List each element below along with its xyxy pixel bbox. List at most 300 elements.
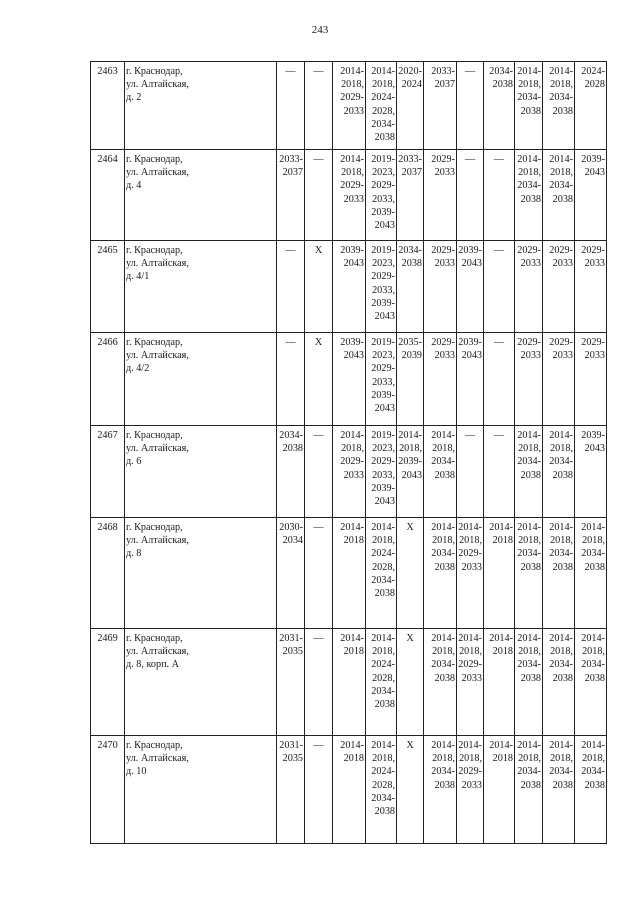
period-line: —	[313, 66, 324, 77]
period-cell	[366, 629, 397, 736]
table-row	[91, 629, 607, 736]
address-line: ул. Алтайская,	[126, 167, 189, 179]
period-cell	[543, 629, 575, 736]
period-line: 2014-	[431, 522, 455, 533]
page-number: 243	[311, 24, 329, 36]
period-line: 2014-	[340, 154, 364, 165]
period-line: 2014-	[458, 740, 482, 751]
period-cell	[277, 629, 305, 736]
period-line: 2039-	[458, 245, 482, 256]
period-line: 2038	[520, 193, 541, 205]
period-line: 2029-	[340, 456, 364, 468]
empty-dash-cell	[305, 150, 333, 241]
period-line: 2029-	[549, 337, 573, 348]
address-line: ул. Алтайская,	[126, 350, 189, 362]
empty-dash-cell	[277, 241, 305, 333]
period-line: 2034-	[398, 245, 422, 256]
period-line: 2029-	[431, 154, 455, 165]
period-line: 2033	[520, 258, 541, 270]
period-cell	[543, 62, 575, 150]
address-line: д. 8	[126, 548, 142, 560]
period-cell	[397, 62, 424, 150]
period-line: 2034-	[549, 456, 573, 468]
period-line: 2043	[343, 258, 364, 270]
period-line: 2039-	[371, 297, 395, 309]
period-line: 2018,	[550, 79, 573, 91]
period-line: 2034-	[581, 766, 605, 778]
period-line: 2034-	[279, 430, 303, 441]
not-applicable-cell	[397, 629, 424, 736]
period-line: 2019-	[371, 337, 395, 348]
empty-dash-cell	[457, 62, 484, 150]
period-cell	[366, 333, 397, 426]
period-line: Х	[406, 740, 414, 751]
period-line: 2029-	[458, 548, 482, 560]
empty-dash-cell	[305, 736, 333, 844]
period-cell	[277, 426, 305, 518]
period-line: Х	[314, 245, 323, 256]
period-line: 2018,	[432, 753, 455, 765]
period-line: 2023,	[372, 258, 395, 270]
period-cell	[515, 629, 543, 736]
period-cell	[333, 736, 366, 844]
empty-dash-cell	[305, 629, 333, 736]
period-cell	[575, 241, 607, 333]
period-cell	[484, 629, 515, 736]
period-line: 2034-	[581, 548, 605, 560]
period-line: 2033-	[431, 66, 455, 77]
period-line: 2034-	[431, 456, 455, 468]
period-line: 2014-	[581, 740, 605, 751]
period-line: 2034-	[549, 92, 573, 104]
period-line: 2014-	[489, 633, 513, 644]
period-line: 2014-	[489, 740, 513, 751]
address-line: г. Краснодар,	[126, 66, 183, 77]
period-line: 2043	[401, 469, 422, 481]
period-line: 2029-	[517, 337, 541, 348]
table-row	[91, 150, 607, 241]
period-cell	[333, 241, 366, 333]
period-line: 2038	[584, 672, 605, 684]
period-line: 2034-	[517, 659, 541, 671]
period-line: 2034-	[371, 574, 395, 586]
period-cell	[424, 62, 457, 150]
period-line: 2024-	[371, 92, 395, 104]
period-cell	[457, 333, 484, 426]
period-line: 2023,	[372, 350, 395, 362]
period-line: 2014-	[431, 740, 455, 751]
period-line: 2018,	[432, 443, 455, 455]
period-line: 2018,	[582, 753, 605, 765]
period-line: 2014-	[549, 154, 573, 165]
period-line: 2018,	[459, 535, 482, 547]
period-line: 2014-	[549, 66, 573, 77]
period-line: 2018,	[550, 753, 573, 765]
period-line: 2018,	[372, 535, 395, 547]
period-line: 2033-	[398, 154, 422, 165]
period-cell	[457, 736, 484, 844]
period-line: 2033,	[372, 193, 395, 205]
period-line: 2034-	[371, 685, 395, 697]
period-line: 2018,	[372, 646, 395, 658]
period-line: 2035	[282, 753, 303, 765]
table-row	[91, 333, 607, 426]
period-line: Х	[406, 522, 414, 533]
period-line: 2043	[374, 403, 395, 415]
period-cell	[515, 518, 543, 629]
period-cell	[575, 62, 607, 150]
period-line: 2014-	[581, 522, 605, 533]
period-line: 2039-	[340, 337, 364, 348]
period-line: 2019-	[371, 430, 395, 441]
period-cell	[515, 736, 543, 844]
period-cell	[397, 333, 424, 426]
table-row	[91, 62, 607, 150]
period-line: 2028	[584, 79, 605, 91]
period-line: 2029-	[371, 456, 395, 468]
period-line: —	[493, 154, 505, 165]
period-line: 2018,	[518, 646, 541, 658]
period-line: 2023,	[372, 443, 395, 455]
period-cell	[515, 150, 543, 241]
address-line: д. 8, корп. А	[126, 659, 179, 671]
period-cell	[543, 426, 575, 518]
period-line: 2037	[401, 167, 422, 179]
period-line: 2033	[584, 350, 605, 362]
period-cell	[366, 241, 397, 333]
empty-dash-cell	[277, 333, 305, 426]
period-line: 2033	[552, 350, 573, 362]
period-line: 2018,	[432, 646, 455, 658]
period-line: 2043	[374, 496, 395, 508]
period-line: 2038	[520, 779, 541, 791]
period-cell	[543, 333, 575, 426]
period-line: 2034-	[431, 766, 455, 778]
period-line: 2038	[401, 258, 422, 270]
period-line: 2014-	[458, 633, 482, 644]
period-line: 2018,	[518, 443, 541, 455]
period-line: 2018,	[550, 167, 573, 179]
period-line: 2033	[520, 350, 541, 362]
row-number: 2465	[91, 241, 125, 333]
period-line: 2043	[374, 311, 395, 323]
period-line: 2029-	[549, 245, 573, 256]
period-line: 2029-	[340, 180, 364, 192]
period-line: 2034-	[431, 659, 455, 671]
period-cell	[543, 518, 575, 629]
period-line: 2039	[401, 350, 422, 362]
address-line: д. 10	[126, 766, 147, 778]
period-line: 2031-	[279, 633, 303, 644]
period-line: 2035	[282, 646, 303, 658]
empty-dash-cell	[457, 150, 484, 241]
period-line: 2038	[520, 469, 541, 481]
period-line: 2039-	[581, 154, 605, 165]
period-cell	[424, 241, 457, 333]
period-line: 2039-	[398, 456, 422, 468]
period-line: 2014-	[398, 430, 422, 441]
address-line: г. Краснодар,	[126, 337, 183, 348]
period-line: 2039-	[458, 337, 482, 348]
period-line: 2038	[434, 672, 455, 684]
period-line: 2038	[520, 105, 541, 117]
address-cell	[125, 150, 277, 241]
address-line: г. Краснодар,	[126, 633, 183, 644]
period-line: 2034-	[517, 456, 541, 468]
period-line: 2034-	[517, 548, 541, 560]
period-line: 2034-	[489, 66, 513, 77]
period-line: 2034	[282, 535, 303, 547]
period-line: 2028,	[372, 779, 395, 791]
period-line: 2033,	[372, 376, 395, 388]
address-line: д. 4	[126, 180, 142, 192]
address-line: г. Краснодар,	[126, 154, 183, 165]
period-line: —	[285, 337, 296, 348]
period-line: 2018,	[341, 79, 364, 91]
period-cell	[366, 736, 397, 844]
address-line: ул. Алтайская,	[126, 258, 189, 270]
period-cell	[424, 629, 457, 736]
period-line: 2018,	[372, 753, 395, 765]
period-line: 2034-	[517, 766, 541, 778]
period-line: 2039-	[340, 245, 364, 256]
period-line: 2039-	[371, 389, 395, 401]
not-applicable-cell	[305, 333, 333, 426]
period-line: 2033,	[372, 284, 395, 296]
period-line: 2034-	[549, 766, 573, 778]
empty-dash-cell	[484, 241, 515, 333]
period-line: 2018	[343, 646, 364, 658]
period-line: 2043	[584, 443, 605, 455]
period-line: 2014-	[340, 522, 364, 533]
period-line: 2024-	[371, 548, 395, 560]
period-cell	[277, 150, 305, 241]
period-cell	[575, 426, 607, 518]
period-line: 2038	[552, 105, 573, 117]
period-line: 2014-	[458, 522, 482, 533]
period-cell	[457, 629, 484, 736]
schedule-table	[90, 61, 607, 844]
period-line: 2014-	[549, 430, 573, 441]
period-line: 2018,	[459, 646, 482, 658]
period-line: 2024-	[371, 659, 395, 671]
period-line: 2038	[434, 469, 455, 481]
period-cell	[424, 426, 457, 518]
period-line: 2038	[374, 806, 395, 818]
period-cell	[333, 629, 366, 736]
period-line: 2014-	[517, 740, 541, 751]
address-line: г. Краснодар,	[126, 522, 183, 533]
period-line: 2018,	[341, 443, 364, 455]
period-line: 2038	[374, 132, 395, 144]
period-line: 2029-	[431, 337, 455, 348]
period-line: 2038	[374, 699, 395, 711]
period-line: 2033	[461, 672, 482, 684]
period-line: 2029-	[581, 245, 605, 256]
period-line: Х	[406, 633, 414, 644]
period-line: 2033	[343, 193, 364, 205]
period-line: 2018,	[459, 753, 482, 765]
empty-dash-cell	[277, 62, 305, 150]
period-line: 2014-	[431, 633, 455, 644]
not-applicable-cell	[397, 518, 424, 629]
table-row	[91, 241, 607, 333]
period-cell	[484, 62, 515, 150]
period-cell	[424, 736, 457, 844]
period-cell	[575, 150, 607, 241]
empty-dash-cell	[305, 426, 333, 518]
address-line: д. 4/1	[126, 271, 150, 283]
period-line: 2014-	[549, 522, 573, 533]
period-line: 2033	[434, 258, 455, 270]
period-cell	[424, 150, 457, 241]
period-line: 2018,	[432, 535, 455, 547]
period-line: 2038	[434, 779, 455, 791]
period-line: 2038	[584, 779, 605, 791]
period-line: 2024-	[581, 66, 605, 77]
row-number: 2466	[91, 333, 125, 426]
period-line: 2024-	[371, 766, 395, 778]
period-cell	[543, 736, 575, 844]
period-cell	[333, 426, 366, 518]
period-line: —	[285, 245, 296, 256]
period-cell	[575, 736, 607, 844]
period-line: 2038	[584, 561, 605, 573]
period-line: 2043	[461, 350, 482, 362]
period-cell	[366, 150, 397, 241]
empty-dash-cell	[305, 62, 333, 150]
period-line: —	[464, 66, 476, 77]
empty-dash-cell	[484, 426, 515, 518]
period-line: 2033	[434, 350, 455, 362]
period-line: 2038	[520, 672, 541, 684]
period-line: 2038	[434, 561, 455, 573]
not-applicable-cell	[305, 241, 333, 333]
period-line: 2029-	[458, 766, 482, 778]
period-line: 2018	[343, 753, 364, 765]
period-line: —	[285, 66, 296, 77]
period-line: —	[313, 154, 324, 165]
period-line: 2018,	[518, 79, 541, 91]
table-row	[91, 736, 607, 844]
period-line: 2018,	[550, 535, 573, 547]
period-line: 2033	[434, 167, 455, 179]
period-line: 2020-	[398, 66, 422, 77]
period-line: 2034-	[371, 792, 395, 804]
period-line: 2029-	[371, 271, 395, 283]
empty-dash-cell	[484, 150, 515, 241]
period-line: 2029-	[431, 245, 455, 256]
address-line: ул. Алтайская,	[126, 443, 189, 455]
period-line: 2028,	[372, 561, 395, 573]
period-line: 2035-	[398, 337, 422, 348]
period-line: 2039-	[371, 206, 395, 218]
period-line: —	[464, 430, 476, 441]
period-line: —	[313, 522, 324, 533]
table-row	[91, 426, 607, 518]
period-cell	[333, 62, 366, 150]
period-cell	[575, 333, 607, 426]
period-line: 2030-	[279, 522, 303, 533]
period-line: 2029-	[458, 659, 482, 671]
period-line: 2014-	[371, 522, 395, 533]
address-line: д. 6	[126, 456, 142, 468]
period-line: 2043	[343, 350, 364, 362]
period-line: 2043	[374, 220, 395, 232]
period-line: 2019-	[371, 154, 395, 165]
period-line: 2039-	[581, 430, 605, 441]
period-cell	[543, 241, 575, 333]
period-line: 2014-	[517, 66, 541, 77]
period-cell	[366, 62, 397, 150]
period-cell	[515, 62, 543, 150]
period-cell	[366, 518, 397, 629]
period-line: 2018,	[582, 535, 605, 547]
period-line: 2033	[461, 561, 482, 573]
period-line: —	[313, 633, 324, 644]
period-line: 2039-	[371, 482, 395, 494]
period-cell	[277, 736, 305, 844]
empty-dash-cell	[305, 518, 333, 629]
period-cell	[366, 426, 397, 518]
address-line: д. 4/2	[126, 363, 150, 375]
address-line: г. Краснодар,	[126, 245, 183, 256]
row-number: 2469	[91, 629, 125, 736]
address-line: г. Краснодар,	[126, 740, 183, 751]
period-line: 2029-	[371, 180, 395, 192]
period-cell	[457, 241, 484, 333]
period-line: 2038	[282, 443, 303, 455]
period-line: 2033-	[279, 154, 303, 165]
row-number: 2467	[91, 426, 125, 518]
period-line: 2018,	[582, 646, 605, 658]
address-line: ул. Алтайская,	[126, 79, 189, 91]
period-line: 2029-	[340, 92, 364, 104]
period-line: 2034-	[517, 92, 541, 104]
period-line: —	[313, 740, 324, 751]
period-cell	[575, 629, 607, 736]
period-line: 2014-	[517, 633, 541, 644]
address-cell	[125, 518, 277, 629]
period-cell	[543, 150, 575, 241]
period-line: 2018	[343, 535, 364, 547]
period-line: 2019-	[371, 245, 395, 256]
period-line: 2038	[552, 469, 573, 481]
period-line: 2014-	[340, 740, 364, 751]
period-line: 2018,	[372, 79, 395, 91]
period-line: 2018,	[518, 753, 541, 765]
period-line: 2033	[343, 105, 364, 117]
period-cell	[515, 241, 543, 333]
period-cell	[397, 426, 424, 518]
period-line: 2014-	[340, 633, 364, 644]
period-line: —	[493, 245, 505, 256]
period-line: 2023,	[372, 167, 395, 179]
empty-dash-cell	[484, 333, 515, 426]
period-cell	[515, 333, 543, 426]
period-line: 2033	[461, 779, 482, 791]
period-line: 2014-	[549, 633, 573, 644]
period-line: 2038	[552, 672, 573, 684]
address-cell	[125, 629, 277, 736]
table-row	[91, 518, 607, 629]
period-line: 2029-	[581, 337, 605, 348]
period-line: 2033	[584, 258, 605, 270]
period-line: 2033	[552, 258, 573, 270]
period-line: 2038	[520, 561, 541, 573]
period-line: 2018	[492, 753, 513, 765]
address-cell	[125, 62, 277, 150]
